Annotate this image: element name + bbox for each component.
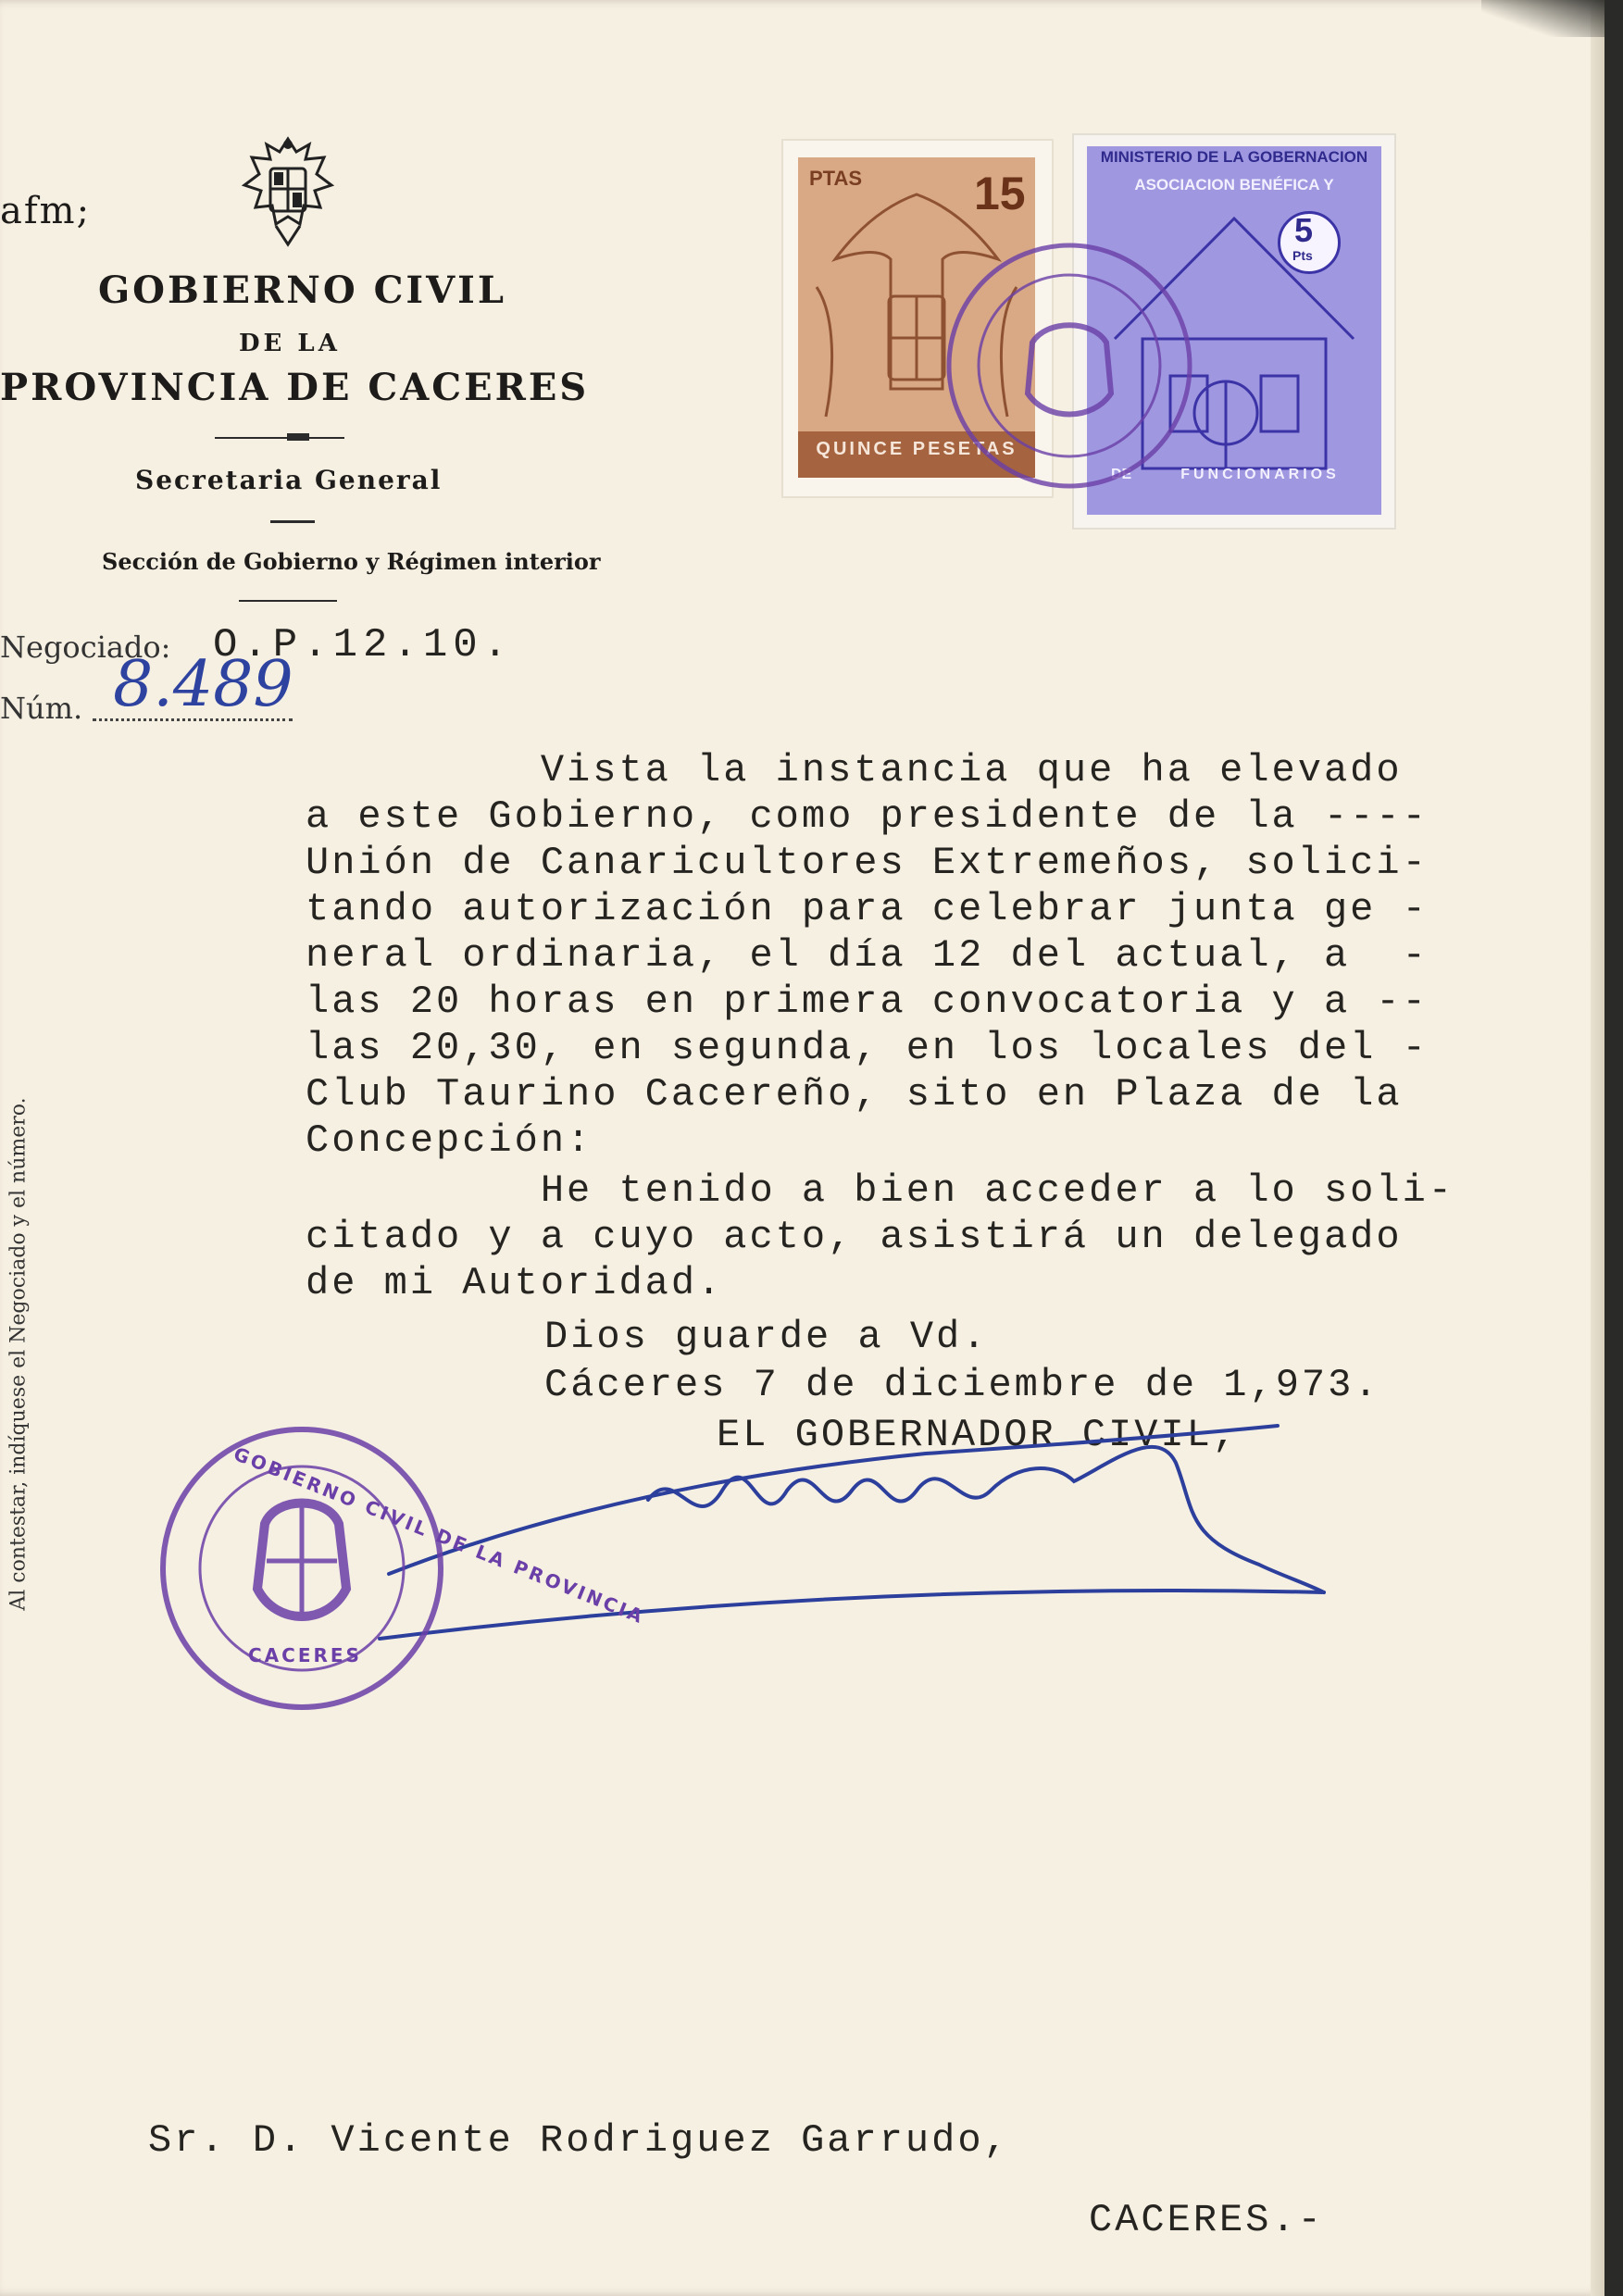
letterhead-subtitle: DE LA	[239, 330, 341, 357]
reference-code: afm;	[0, 190, 92, 232]
body-line-10: He tenido a bien acceder a lo soli-	[306, 1168, 1454, 1213]
postmark-stamp	[935, 231, 1204, 500]
recipient-city: CACERES.-	[1089, 2198, 1324, 2242]
body-line-7: las 20,30, en segunda, en los locales del -	[306, 1026, 1429, 1070]
body-line-8: Club Taurino Cacereño, sito en Plaza de la	[306, 1072, 1403, 1117]
paper-edge	[1591, 0, 1604, 2296]
benefica-stamp-bottom-left: DE	[1111, 467, 1132, 482]
official-seal	[156, 1422, 448, 1715]
signature-title: EL GOBERNADOR CIVIL,	[717, 1413, 1240, 1457]
letterhead-title: GOBIERNO CIVIL	[98, 268, 507, 312]
benefica-stamp-value: 5	[1294, 211, 1314, 249]
divider	[239, 600, 337, 602]
letterhead-department: Secretaria General	[135, 465, 443, 495]
divider	[270, 520, 315, 523]
benefica-stamp-top: MINISTERIO DE LA GOBERNACION	[1100, 148, 1368, 166]
letterhead-province: PROVINCIA DE CACERES	[0, 366, 590, 409]
divider-ornament	[287, 433, 309, 441]
fiscal-stamp-caption: QUINCE PESETAS	[816, 439, 1017, 459]
closing-greeting: Dios guarde a Vd.	[544, 1315, 989, 1359]
negociado-value: O.P.12.10.	[213, 622, 514, 668]
coat-of-arms-icon	[239, 131, 337, 250]
seal-text-top: GOBIERNO CIVIL DE LA PROVINCIA	[231, 1442, 649, 1628]
letterhead-section: Sección de Gobierno y Régimen interior	[102, 548, 601, 575]
benefica-stamp-bottom: FUNCIONARIOS	[1180, 467, 1340, 482]
body-line-2: a este Gobierno, como presidente de la ----	[306, 794, 1429, 839]
negociado-label: Negociado:	[0, 630, 171, 665]
signature-scribble	[370, 1407, 1342, 1648]
body-line-6: las 20 horas en primera convocatoria y a --	[306, 980, 1429, 1024]
divider	[215, 437, 344, 439]
fiscal-stamp-value: 15	[974, 168, 1026, 219]
numero-handwritten: 8.489	[113, 648, 293, 721]
body-line-3: Unión de Canaricultores Extremeños, solici-	[306, 841, 1429, 885]
fiscal-stamp-currency: PTAS	[809, 167, 863, 190]
numero-label: Núm.	[0, 691, 83, 726]
body-line-5: neral ordinaria, el día 12 del actual, a -	[306, 933, 1429, 978]
body-line-12: de mi Autoridad.	[306, 1261, 724, 1305]
closing-place-date: Cáceres 7 de diciembre de 1,973.	[544, 1363, 1380, 1407]
seal-text-bottom: CACERES	[248, 1644, 362, 1666]
side-instruction: Al contestar, indíquese el Negociado y el número.	[6, 1097, 31, 1611]
body-line-4: tando autorización para celebrar junta ge -	[306, 887, 1429, 931]
body-line-9: Concepción:	[306, 1118, 593, 1163]
recipient-name: Sr. D. Vicente Rodriguez Garrudo,	[148, 2118, 1010, 2163]
body-line-1: Vista la instancia que ha elevado	[306, 748, 1403, 792]
scan-shadow	[1481, 0, 1604, 37]
body-line-11: citado y a cuyo acto, asistirá un delegado	[306, 1215, 1403, 1259]
benefica-stamp-unit: Pts	[1292, 248, 1313, 263]
benefica-stamp-title: ASOCIACION BENÉFICA Y	[1134, 176, 1334, 193]
